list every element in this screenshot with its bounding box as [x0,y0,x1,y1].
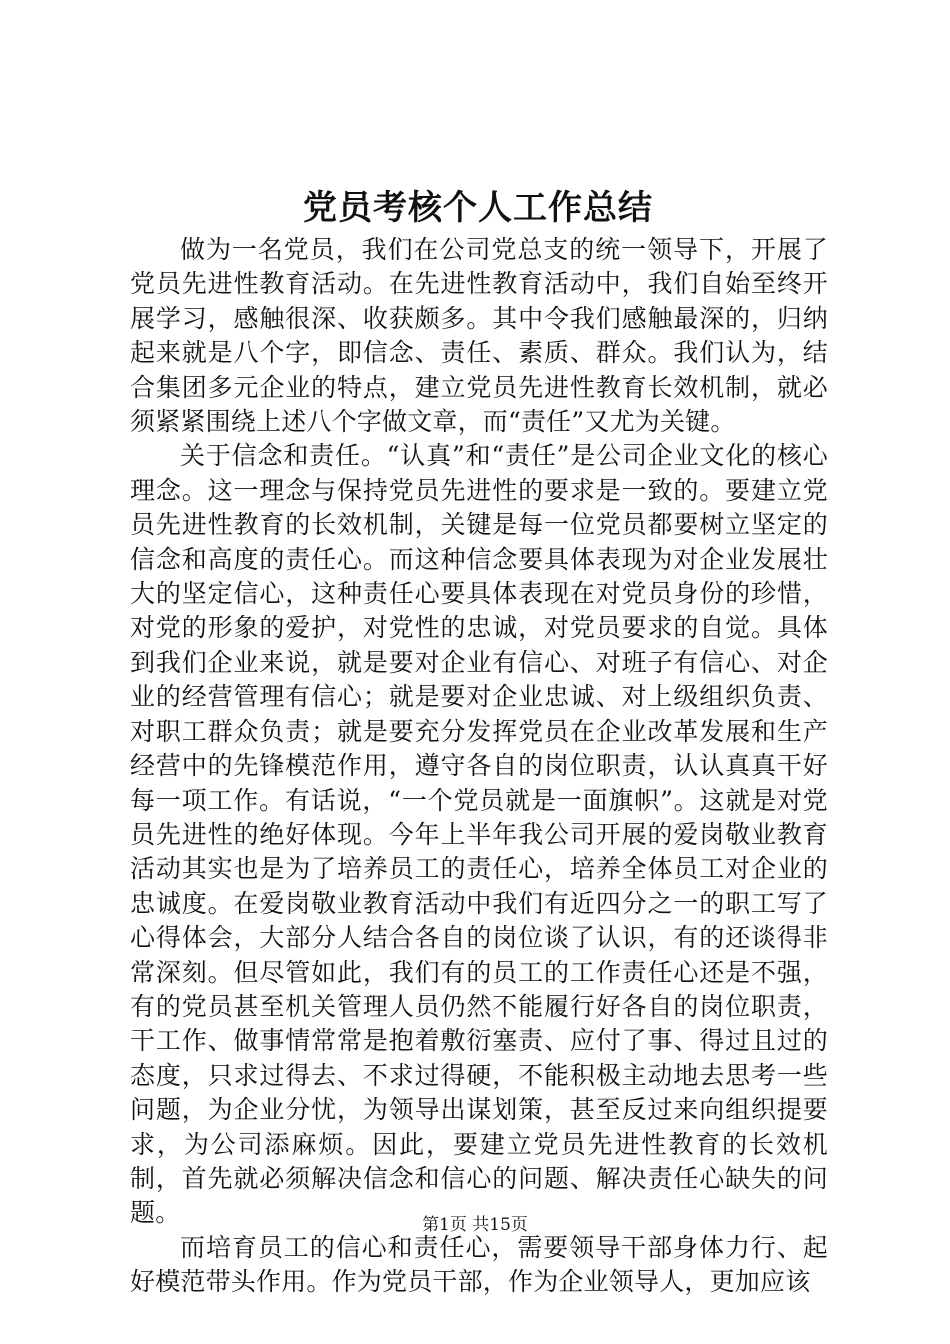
paragraph-3: 而培育员工的信心和责任心，需要领导干部身体力行、起好模范带头作用。作为党员干部，作为企业领导人，更加应该 [130,1232,828,1297]
paragraph-1: 做为一名党员，我们在公司党总支的统一领导下，开展了党员先进性教育活动。在先进性教育活动中，我们自始至终开展学习，感触很深、收获颇多。其中令我们感触最深的，归纳起来就是八个字，即信念、责任、素质、群众。我们认为，结合集团多元企业的特点，建立党员先进性教育长效机制，就必须紧紧围绕上述八个字做文章，而“责任”又尤为关键。 [130,235,828,437]
document-title: 党员考核个人工作总结 [303,188,653,228]
paragraph-2: 关于信念和责任。“认真”和“责任”是公司企业文化的核心理念。这一理念与保持党员先进性的要求是一致的。要建立党员先进性教育的长效机制，关键是每一位党员都要树立坚定的信念和高度的责任心。而这种信念要具体表现为对企业发展壮大的坚定信心，这种责任心要具体表现在对党员身份的珍惜，对党的形象的爱护，对党性的忠诚，对党员要求的自觉。具体到我们企业来说，就是要对企业有信心、对班子有信心、对企业的经营管理有信心；就是要对企业忠诚、对上级组织负责、对职工群众负责；就是要充分发挥党员在企业改革发展和生产经营中的先锋模范作用，遵守各自的岗位职责，认认真真干好每一项工作。有话说，“一个党员就是一面旗帜”。这就是对党员先进性的绝好体现。今年上半年我公司开展的爱岗敬业教育活动其实也是为了培养员工的责任心，培养全体员工对企业的忠诚度。在爱岗敬业教育活动中我们有近四分之一的职工写了心得体会，大部分人结合各自的岗位谈了认识，有的还谈得非常深刻。但尽管如此，我们有的员工的工作责任心还是不强，有的党员甚至机关管理人员仍然不能履行好各自的岗位职责，干工作、做事情常常是抱着敷衍塞责、应付了事、得过且过的态度，只求过得去、不求过得硬，不能积极主动地去思考一些问题，为企业分忧，为领导出谋划策，甚至反过来向组织提要求，为公司添麻烦。因此，要建立党员先进性教育的长效机制，首先就必须解决信念和信心的问题、解决责任心缺失的问题。 [130,441,828,1228]
page-footer: 第1页 共15页 [422,1215,528,1235]
document-body [130,233,828,1300]
